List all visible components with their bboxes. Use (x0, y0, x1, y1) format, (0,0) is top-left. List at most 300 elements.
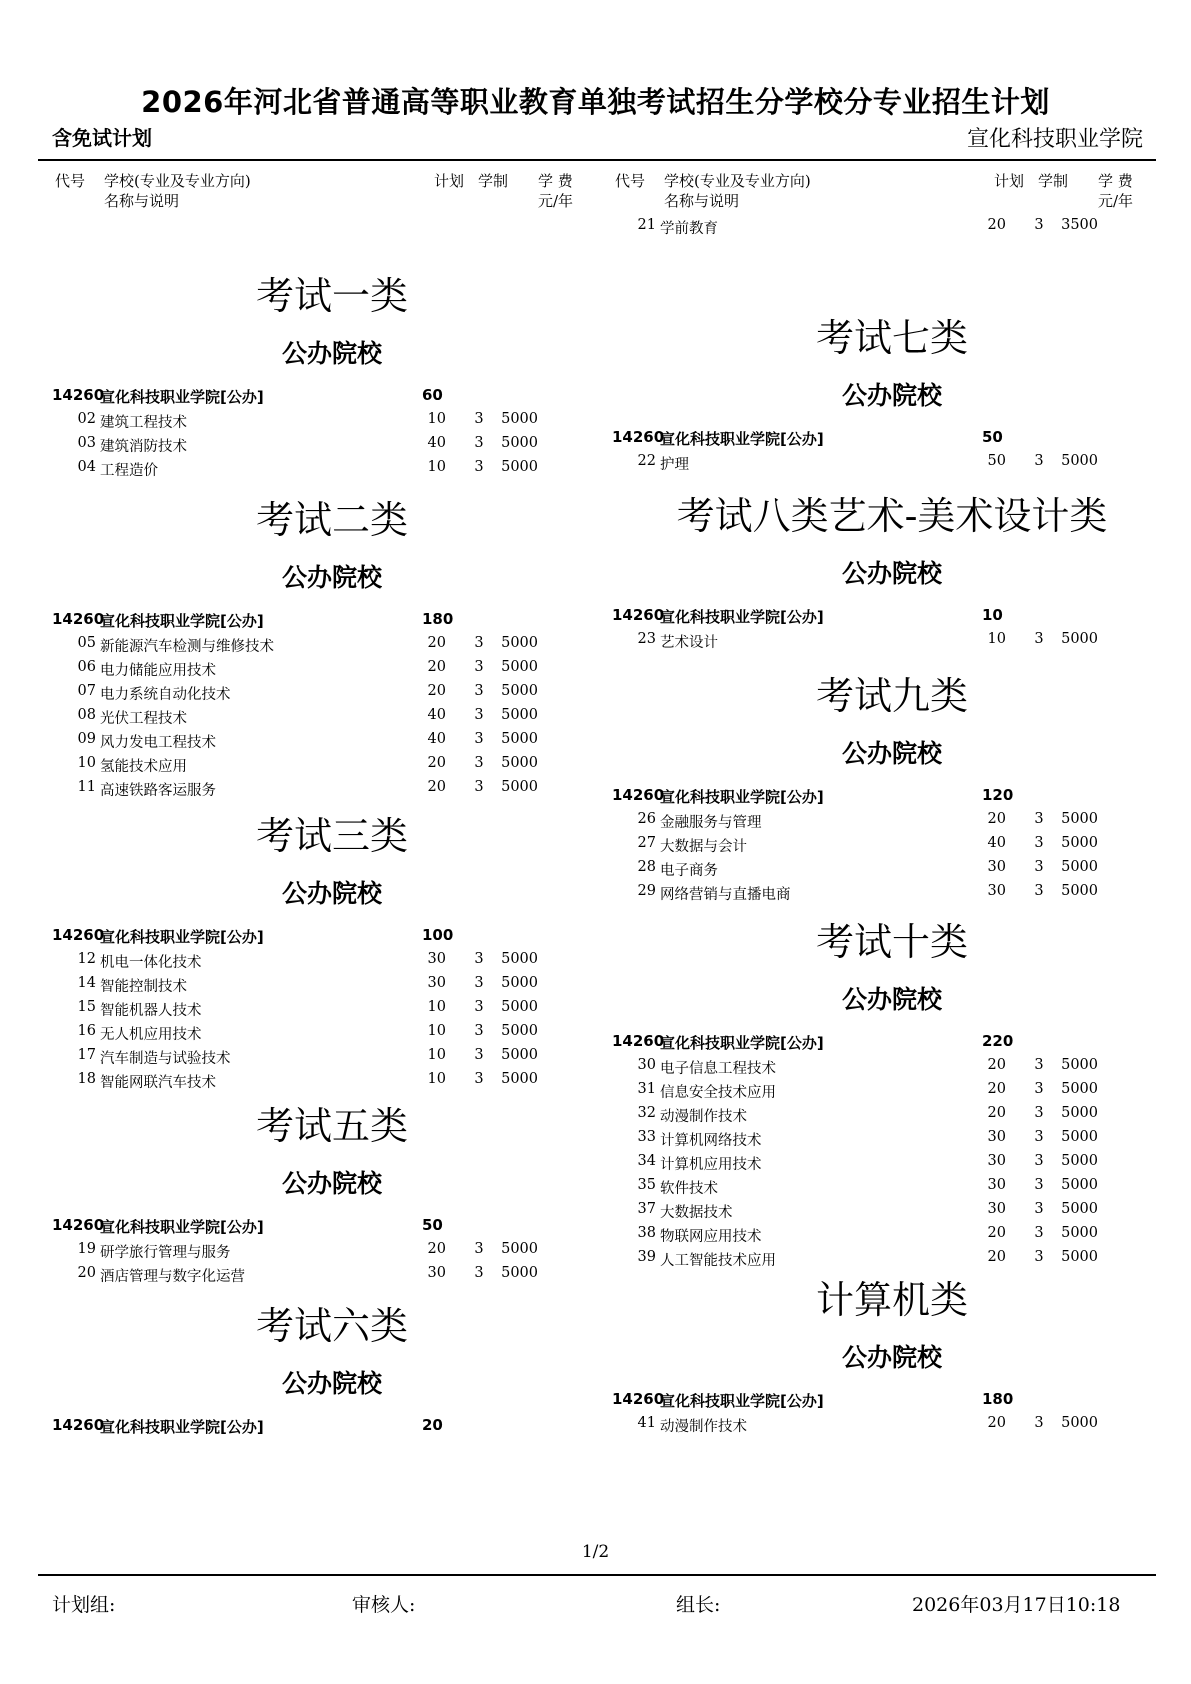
row-plan: 20 (427, 779, 446, 795)
row-name: 学前教育 (660, 221, 718, 237)
row-plan: 20 (987, 217, 1006, 233)
row-name: 智能机器人技术 (100, 1003, 202, 1019)
row-fee: 5000 (501, 779, 538, 795)
row-code: 20 (77, 1265, 96, 1281)
header-fee-line1: 学 费 (1098, 172, 1133, 190)
row-plan: 20 (427, 1241, 446, 1257)
row-code: 30 (637, 1057, 656, 1073)
row-years: 3 (474, 1047, 484, 1063)
row-code: 26 (637, 811, 656, 827)
row-code: 15 (77, 999, 96, 1015)
school-type-heading: 公办院校 (841, 381, 942, 410)
header-name-line2: 名称与说明 (104, 192, 180, 210)
row-fee: 5000 (1061, 1153, 1098, 1169)
row-plan: 30 (987, 1201, 1006, 1217)
row-fee: 5000 (501, 1241, 538, 1257)
row-name: 计算机应用技术 (660, 1157, 762, 1173)
table-row (612, 808, 1152, 832)
category-section (52, 1298, 592, 1438)
table-row (612, 1246, 1152, 1270)
table-row (52, 776, 592, 800)
row-code: 35 (637, 1177, 656, 1193)
row-fee: 5000 (1061, 1249, 1098, 1265)
print-timestamp: 2026年03月17日10:18 (912, 1594, 1121, 1616)
row-plan: 40 (427, 435, 446, 451)
reviewer-label: 审核人: (352, 1594, 416, 1616)
school-code: 14260 (612, 786, 665, 804)
row-fee: 5000 (501, 659, 538, 675)
row-fee: 5000 (1061, 453, 1098, 469)
table-row (612, 1198, 1152, 1222)
row-fee: 5000 (1061, 1129, 1098, 1145)
header-name-line1: 学校(专业及专业方向) (664, 172, 811, 190)
school-plan: 10 (982, 606, 1003, 624)
row-name: 物联网应用技术 (660, 1229, 762, 1245)
category-title: 考试八类艺术-美术设计类 (676, 494, 1108, 538)
row-name: 大数据技术 (660, 1205, 733, 1221)
table-row (52, 408, 592, 432)
row-fee: 5000 (501, 731, 538, 747)
row-name: 机电一体化技术 (100, 955, 202, 971)
row-plan: 30 (987, 883, 1006, 899)
row-plan: 10 (427, 999, 446, 1015)
row-years: 3 (1034, 1225, 1044, 1241)
table-row (52, 996, 592, 1020)
row-plan: 10 (427, 1023, 446, 1039)
header-plan: 计划 (994, 172, 1025, 190)
school-row (612, 784, 1152, 808)
school-type-heading: 公办院校 (281, 339, 382, 368)
row-fee: 5000 (501, 435, 538, 451)
category-title: 考试九类 (815, 674, 968, 718)
table-row (612, 214, 1152, 238)
row-name: 艺术设计 (660, 635, 718, 651)
table-row (612, 1222, 1152, 1246)
row-code: 11 (77, 779, 96, 795)
row-plan: 50 (987, 453, 1006, 469)
row-code: 02 (77, 411, 96, 427)
school-row (52, 924, 592, 948)
row-years: 3 (1034, 1081, 1044, 1097)
category-title: 考试五类 (255, 1104, 408, 1148)
row-name: 动漫制作技术 (660, 1109, 747, 1125)
row-code: 27 (637, 835, 656, 851)
row-years: 3 (474, 683, 484, 699)
school-code: 14260 (52, 926, 105, 944)
school-code: 14260 (52, 610, 105, 628)
table-row (52, 948, 592, 972)
table-row (52, 704, 592, 728)
row-code: 12 (77, 951, 96, 967)
school-row (52, 1414, 592, 1438)
row-fee: 5000 (501, 1047, 538, 1063)
row-years: 3 (1034, 1415, 1044, 1431)
school-header-name: 宣化科技职业学院 (966, 127, 1143, 152)
row-plan: 10 (427, 1047, 446, 1063)
row-years: 3 (474, 1023, 484, 1039)
row-fee: 5000 (1061, 859, 1098, 875)
row-name: 动漫制作技术 (660, 1419, 747, 1435)
table-row (612, 1054, 1152, 1078)
table-row (52, 1044, 592, 1068)
table-row (612, 1102, 1152, 1126)
category-title: 考试十类 (815, 920, 968, 964)
row-code: 31 (637, 1081, 656, 1097)
row-years: 3 (1034, 217, 1044, 233)
category-section (612, 914, 1152, 1270)
table-row (52, 1262, 592, 1286)
row-years: 3 (1034, 1129, 1044, 1145)
row-plan: 40 (987, 835, 1006, 851)
school-name: 宣化科技职业学院[公办] (660, 788, 824, 806)
row-plan: 20 (987, 1249, 1006, 1265)
school-type-heading: 公办院校 (841, 739, 942, 768)
school-code: 14260 (52, 1216, 105, 1234)
document-title: 2026年河北省普通高等职业教育单独考试招生分学校分专业招生计划 (141, 85, 1050, 119)
row-fee: 5000 (501, 1071, 538, 1087)
row-years: 3 (474, 1265, 484, 1281)
row-name: 计算机网络技术 (660, 1133, 762, 1149)
school-plan: 50 (422, 1216, 443, 1234)
row-fee: 5000 (1061, 883, 1098, 899)
row-fee: 5000 (501, 1023, 538, 1039)
row-years: 3 (474, 951, 484, 967)
row-code: 38 (637, 1225, 656, 1241)
row-fee: 5000 (501, 755, 538, 771)
row-fee: 5000 (1061, 811, 1098, 827)
row-years: 3 (474, 975, 484, 991)
category-title: 计算机类 (815, 1278, 968, 1322)
school-name: 宣化科技职业学院[公办] (100, 1218, 264, 1236)
header-years: 学制 (1038, 172, 1069, 190)
header-fee-line2: 元/年 (538, 192, 574, 210)
school-plan: 50 (982, 428, 1003, 446)
row-fee: 5000 (501, 411, 538, 427)
category-section (612, 668, 1152, 904)
school-type-heading: 公办院校 (281, 1369, 382, 1398)
row-name: 电力系统自动化技术 (100, 687, 231, 703)
row-plan: 30 (987, 1153, 1006, 1169)
category-section (612, 488, 1152, 652)
row-years: 3 (474, 459, 484, 475)
table-row (612, 832, 1152, 856)
row-plan: 20 (427, 635, 446, 651)
row-code: 16 (77, 1023, 96, 1039)
row-name: 智能网联汽车技术 (100, 1075, 216, 1091)
row-plan: 30 (987, 1129, 1006, 1145)
table-row (612, 880, 1152, 904)
row-fee: 5000 (1061, 1201, 1098, 1217)
row-name: 建筑消防技术 (100, 439, 187, 455)
row-years: 3 (1034, 1177, 1044, 1193)
row-name: 网络营销与直播电商 (660, 887, 791, 903)
row-years: 3 (474, 731, 484, 747)
row-years: 3 (474, 755, 484, 771)
right-column (612, 168, 1152, 1435)
row-fee: 5000 (501, 951, 538, 967)
row-name: 光伏工程技术 (100, 711, 187, 727)
table-row (612, 1150, 1152, 1174)
table-row (612, 1174, 1152, 1198)
school-code: 14260 (52, 1416, 105, 1434)
table-row (52, 656, 592, 680)
row-name: 风力发电工程技术 (100, 735, 216, 751)
row-years: 3 (474, 999, 484, 1015)
row-plan: 20 (987, 811, 1006, 827)
row-plan: 30 (427, 975, 446, 991)
row-code: 06 (77, 659, 96, 675)
school-name: 宣化科技职业学院[公办] (660, 1034, 824, 1052)
row-code: 09 (77, 731, 96, 747)
row-years: 3 (1034, 631, 1044, 647)
row-name: 研学旅行管理与服务 (100, 1245, 231, 1261)
row-code: 07 (77, 683, 96, 699)
table-row (612, 1078, 1152, 1102)
category-section (612, 1272, 1152, 1436)
row-code: 10 (77, 755, 96, 771)
row-code: 34 (637, 1153, 656, 1169)
school-plan: 60 (422, 386, 443, 404)
row-plan: 20 (987, 1057, 1006, 1073)
row-code: 18 (77, 1071, 96, 1087)
table-row (52, 456, 592, 480)
school-row (612, 1388, 1152, 1412)
row-fee: 5000 (501, 683, 538, 699)
row-years: 3 (474, 635, 484, 651)
row-code: 41 (637, 1415, 656, 1431)
table-row (52, 1020, 592, 1044)
row-fee: 5000 (1061, 1105, 1098, 1121)
row-years: 3 (1034, 859, 1044, 875)
row-plan: 20 (987, 1225, 1006, 1241)
row-plan: 20 (427, 683, 446, 699)
row-years: 3 (1034, 1057, 1044, 1073)
row-name: 酒店管理与数字化运营 (100, 1269, 245, 1285)
row-fee: 5000 (1061, 1225, 1098, 1241)
table-row (612, 856, 1152, 880)
school-name: 宣化科技职业学院[公办] (660, 430, 824, 448)
row-fee: 5000 (1061, 1415, 1098, 1431)
row-years: 3 (1034, 1153, 1044, 1169)
row-name: 新能源汽车检测与维修技术 (100, 639, 274, 655)
row-name: 信息安全技术应用 (660, 1085, 776, 1101)
school-name: 宣化科技职业学院[公办] (100, 612, 264, 630)
row-code: 08 (77, 707, 96, 723)
row-fee: 5000 (1061, 631, 1098, 647)
row-code: 29 (637, 883, 656, 899)
planner-label: 计划组: (52, 1594, 116, 1616)
table-row (52, 728, 592, 752)
row-years: 3 (1034, 1201, 1044, 1217)
row-plan: 10 (427, 459, 446, 475)
row-code: 37 (637, 1201, 656, 1217)
row-name: 智能控制技术 (100, 979, 187, 995)
category-title: 考试七类 (815, 316, 968, 360)
category-section (52, 808, 592, 1092)
row-years: 3 (1034, 835, 1044, 851)
row-name: 建筑工程技术 (100, 415, 187, 431)
row-plan: 20 (987, 1081, 1006, 1097)
row-plan: 20 (427, 659, 446, 675)
school-row (52, 1214, 592, 1238)
row-plan: 10 (427, 1071, 446, 1087)
row-fee: 5000 (1061, 1177, 1098, 1193)
header-code: 代号 (615, 172, 646, 190)
school-type-heading: 公办院校 (281, 563, 382, 592)
school-row (612, 1030, 1152, 1054)
school-row (612, 426, 1152, 450)
row-plan: 10 (427, 411, 446, 427)
header-name-line2: 名称与说明 (664, 192, 740, 210)
school-type-heading: 公办院校 (841, 559, 942, 588)
header-divider (38, 159, 1156, 161)
row-plan: 20 (987, 1105, 1006, 1121)
left-column (52, 168, 592, 1436)
leader-label: 组长: (676, 1594, 721, 1616)
row-plan: 40 (427, 707, 446, 723)
school-code: 14260 (612, 1032, 665, 1050)
row-years: 3 (474, 411, 484, 427)
row-years: 3 (474, 707, 484, 723)
row-years: 3 (474, 1241, 484, 1257)
row-years: 3 (1034, 811, 1044, 827)
school-row (52, 608, 592, 632)
column-header (52, 168, 592, 218)
table-row (612, 1126, 1152, 1150)
row-code: 05 (77, 635, 96, 651)
table-row (52, 1238, 592, 1262)
row-name: 无人机应用技术 (100, 1027, 202, 1043)
row-name: 电子信息工程技术 (660, 1061, 776, 1077)
school-plan: 180 (422, 610, 454, 628)
school-name: 宣化科技职业学院[公办] (100, 1418, 264, 1436)
row-years: 3 (474, 1071, 484, 1087)
table-row (52, 1068, 592, 1092)
row-years: 3 (474, 435, 484, 451)
row-plan: 30 (427, 951, 446, 967)
table-row (52, 432, 592, 456)
school-plan: 180 (982, 1390, 1014, 1408)
row-plan: 10 (987, 631, 1006, 647)
row-years: 3 (474, 779, 484, 795)
header-plan: 计划 (434, 172, 465, 190)
row-name: 护理 (660, 457, 689, 473)
row-fee: 5000 (1061, 1081, 1098, 1097)
school-name: 宣化科技职业学院[公办] (660, 608, 824, 626)
row-fee: 5000 (501, 999, 538, 1015)
row-name: 大数据与会计 (660, 839, 747, 855)
row-fee: 5000 (501, 1265, 538, 1281)
category-section (612, 310, 1152, 474)
row-name: 软件技术 (660, 1181, 718, 1197)
row-code: 04 (77, 459, 96, 475)
category-section (52, 492, 592, 800)
row-plan: 20 (987, 1415, 1006, 1431)
row-name: 工程造价 (100, 463, 158, 479)
row-name: 汽车制造与试验技术 (100, 1051, 231, 1067)
school-row (52, 384, 592, 408)
row-name: 电子商务 (660, 863, 718, 879)
row-fee: 5000 (501, 975, 538, 991)
row-fee: 5000 (501, 459, 538, 475)
row-code: 28 (637, 859, 656, 875)
table-row (52, 752, 592, 776)
school-plan: 100 (422, 926, 454, 944)
row-code: 17 (77, 1047, 96, 1063)
row-years: 3 (1034, 1249, 1044, 1265)
category-title: 考试三类 (255, 814, 408, 858)
category-title: 考试二类 (255, 498, 408, 542)
row-code: 14 (77, 975, 96, 991)
row-plan: 40 (427, 731, 446, 747)
school-type-heading: 公办院校 (281, 1169, 382, 1198)
table-row (52, 680, 592, 704)
school-type-heading: 公办院校 (281, 879, 382, 908)
table-row (52, 972, 592, 996)
column-header (612, 168, 1152, 218)
row-code: 22 (637, 453, 656, 469)
school-plan: 220 (982, 1032, 1014, 1050)
row-years: 3 (1034, 453, 1044, 469)
row-code: 23 (637, 631, 656, 647)
row-name: 金融服务与管理 (660, 815, 762, 831)
row-plan: 30 (427, 1265, 446, 1281)
school-row (612, 604, 1152, 628)
school-plan: 20 (422, 1416, 443, 1434)
row-plan: 30 (987, 859, 1006, 875)
row-plan: 30 (987, 1177, 1006, 1193)
school-code: 14260 (612, 428, 665, 446)
row-fee: 3500 (1061, 217, 1098, 233)
school-type-heading: 公办院校 (841, 985, 942, 1014)
subtitle-left: 含免试计划 (52, 126, 152, 150)
row-code: 32 (637, 1105, 656, 1121)
row-name: 高速铁路客运服务 (100, 783, 216, 799)
header-years: 学制 (478, 172, 509, 190)
row-plan: 20 (427, 755, 446, 771)
row-years: 3 (474, 659, 484, 675)
table-row (52, 632, 592, 656)
category-title: 考试一类 (255, 274, 408, 318)
category-section (52, 1098, 592, 1286)
row-fee: 5000 (501, 707, 538, 723)
row-fee: 5000 (1061, 1057, 1098, 1073)
school-name: 宣化科技职业学院[公办] (100, 928, 264, 946)
category-title: 考试六类 (255, 1304, 408, 1348)
school-code: 14260 (612, 606, 665, 624)
row-code: 39 (637, 1249, 656, 1265)
row-name: 氢能技术应用 (100, 759, 187, 775)
header-fee-line1: 学 费 (538, 172, 573, 190)
table-row (612, 450, 1152, 474)
category-section (52, 268, 592, 480)
school-name: 宣化科技职业学院[公办] (100, 388, 264, 406)
school-code: 14260 (52, 386, 105, 404)
school-plan: 120 (982, 786, 1014, 804)
header-name-line1: 学校(专业及专业方向) (104, 172, 251, 190)
row-fee: 5000 (501, 635, 538, 651)
table-row (612, 628, 1152, 652)
row-code: 19 (77, 1241, 96, 1257)
header-code: 代号 (55, 172, 86, 190)
row-fee: 5000 (1061, 835, 1098, 851)
school-name: 宣化科技职业学院[公办] (660, 1392, 824, 1410)
footer-divider (38, 1574, 1156, 1576)
row-code: 21 (637, 217, 656, 233)
row-name: 电力储能应用技术 (100, 663, 216, 679)
row-years: 3 (1034, 1105, 1044, 1121)
row-name: 人工智能技术应用 (660, 1253, 776, 1269)
